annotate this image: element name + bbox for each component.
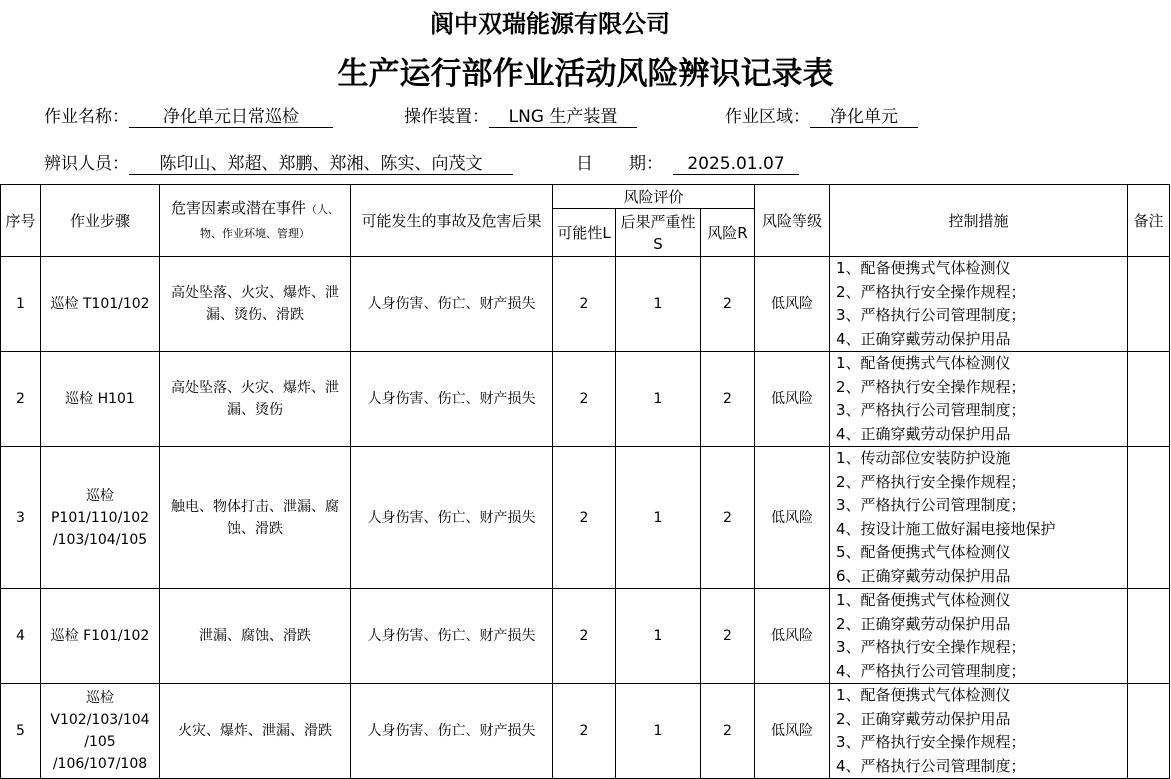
row-l: 2 (553, 257, 616, 352)
row-s: 1 (616, 684, 701, 779)
risk-table (0, 184, 1170, 779)
row-level: 低风险 (755, 684, 830, 779)
row-step: 巡检 V102/103/104 /105 /106/107/108 (41, 684, 160, 779)
row-level: 低风险 (755, 447, 830, 589)
header-seq: 序号 (1, 185, 41, 257)
header-control: 控制措施 (830, 185, 1128, 257)
table-row (1, 257, 1170, 352)
row-controls (830, 684, 1128, 779)
row-consequence: 人身伤害、伤亡、财产损失 (351, 447, 553, 589)
row-consequence: 人身伤害、伤亡、财产损失 (351, 257, 553, 352)
row-s: 1 (616, 352, 701, 447)
table-row (1, 589, 1170, 684)
row-consequence: 人身伤害、伤亡、财产损失 (351, 589, 553, 684)
row-remark (1128, 684, 1170, 779)
row-consequence: 人身伤害、伤亡、财产损失 (351, 684, 553, 779)
header-l: 可能性L (553, 209, 616, 257)
control-item: 2、正确穿戴劳动保护用品 (836, 614, 1011, 633)
row-controls (830, 589, 1128, 684)
row-r: 2 (701, 447, 755, 589)
control-item: 6、正确穿戴劳动保护用品 (836, 566, 1011, 585)
row-l: 2 (553, 684, 616, 779)
date-field (576, 149, 799, 175)
row-s: 1 (616, 257, 701, 352)
control-item: 3、严格执行安全操作规程； (836, 638, 1026, 656)
table-row (1, 447, 1170, 589)
date-value: 2025.01.07 (673, 154, 799, 175)
header-r: 风险R (701, 209, 755, 257)
control-item: 4、正确穿戴劳动保护用品 (836, 329, 1011, 348)
row-l: 2 (553, 589, 616, 684)
device-label: 操作装置： (404, 107, 489, 127)
table-row (1, 684, 1170, 779)
persons-value: 陈印山、郑超、郑鹏、郑湘、陈实、向茂文 (129, 154, 513, 175)
row-l: 2 (553, 352, 616, 447)
row-hazard: 泄漏、腐蚀、滑跌 (160, 589, 351, 684)
row-r: 2 (701, 589, 755, 684)
control-item: 4、严格执行公司管理制度； (836, 756, 1026, 775)
area-field (725, 102, 918, 128)
control-item: 4、严格执行公司管理制度； (836, 661, 1026, 680)
persons-label: 辨识人员： (44, 154, 129, 174)
control-item: 1、配备便携式气体检测仪 (836, 354, 1011, 372)
persons-field (44, 149, 513, 175)
control-item: 1、配备便携式气体检测仪 (836, 591, 1011, 609)
header-consequence: 可能发生的事故及危害后果 (351, 185, 553, 257)
area-value: 净化单元 (810, 107, 918, 128)
area-label: 作业区域： (725, 107, 810, 127)
row-consequence: 人身伤害、伤亡、财产损失 (351, 352, 553, 447)
date-label-1: 日 (576, 154, 593, 174)
row-controls (830, 352, 1128, 447)
control-item: 1、配备便携式气体检测仪 (836, 686, 1011, 704)
control-item: 3、严格执行公司管理制度； (836, 306, 1026, 324)
header-step: 作业步骤 (41, 185, 160, 257)
table-row (1, 352, 1170, 447)
device-field (404, 102, 637, 128)
job-name-value: 净化单元日常巡检 (129, 107, 333, 128)
row-remark (1128, 352, 1170, 447)
header-risk-eval: 风险评价 (553, 185, 755, 209)
header-hazard-note: （人、物、作业环境、管理） (200, 202, 339, 240)
row-seq: 3 (1, 447, 41, 589)
control-item: 4、正确穿戴劳动保护用品 (836, 424, 1011, 443)
row-step: 巡检 P101/110/102 /103/104/105 (41, 447, 160, 589)
row-r: 2 (701, 257, 755, 352)
control-item: 5、配备便携式气体检测仪 (836, 543, 1011, 561)
row-r: 2 (701, 684, 755, 779)
row-hazard: 火灾、爆炸、泄漏、滑跌 (160, 684, 351, 779)
control-item: 3、严格执行公司管理制度； (836, 401, 1026, 419)
row-seq: 5 (1, 684, 41, 779)
control-item: 3、严格执行公司管理制度； (836, 496, 1026, 514)
row-level: 低风险 (755, 257, 830, 352)
row-remark (1128, 589, 1170, 684)
control-item: 3、严格执行安全操作规程； (836, 733, 1026, 751)
row-s: 1 (616, 447, 701, 589)
header-level: 风险等级 (755, 185, 830, 257)
control-item: 2、正确穿戴劳动保护用品 (836, 709, 1011, 728)
row-controls (830, 257, 1128, 352)
device-value: LNG 生产装置 (489, 107, 637, 128)
page-title: 生产运行部作业活动风险辨识记录表 (337, 56, 834, 92)
header-hazard (160, 185, 351, 257)
header-remark: 备注 (1128, 185, 1170, 257)
row-level: 低风险 (755, 352, 830, 447)
control-item: 2、严格执行安全操作规程； (836, 377, 1026, 396)
row-remark (1128, 447, 1170, 589)
row-step: 巡检 H101 (41, 352, 160, 447)
row-level: 低风险 (755, 589, 830, 684)
control-item: 2、严格执行安全操作规程； (836, 282, 1026, 301)
control-item: 2、严格执行安全操作规程； (836, 472, 1026, 491)
header-hazard-text: 危害因素或潜在事件 (170, 198, 306, 217)
date-label-2: 期： (629, 154, 663, 174)
control-item: 1、传动部位安装防护设施 (836, 449, 1011, 467)
row-hazard: 高处坠落、火灾、爆炸、泄漏、烫伤 (160, 352, 351, 447)
row-l: 2 (553, 447, 616, 589)
job-name-label: 作业名称： (44, 107, 129, 127)
control-item: 1、配备便携式气体检测仪 (836, 259, 1011, 277)
row-remark (1128, 257, 1170, 352)
control-item: 4、按设计施工做好漏电接地保护 (836, 519, 1056, 538)
row-seq: 2 (1, 352, 41, 447)
job-name-field (44, 102, 333, 128)
row-step: 巡检 F101/102 (41, 589, 160, 684)
company-name: 阆中双瑞能源有限公司 (430, 10, 670, 38)
row-seq: 1 (1, 257, 41, 352)
header-s: 后果严重性S (616, 209, 701, 257)
row-hazard: 触电、物体打击、泄漏、腐蚀、滑跌 (160, 447, 351, 589)
row-r: 2 (701, 352, 755, 447)
row-hazard: 高处坠落、火灾、爆炸、泄漏、烫伤、滑跌 (160, 257, 351, 352)
row-step: 巡检 T101/102 (41, 257, 160, 352)
row-controls (830, 447, 1128, 589)
row-seq: 4 (1, 589, 41, 684)
row-s: 1 (616, 589, 701, 684)
